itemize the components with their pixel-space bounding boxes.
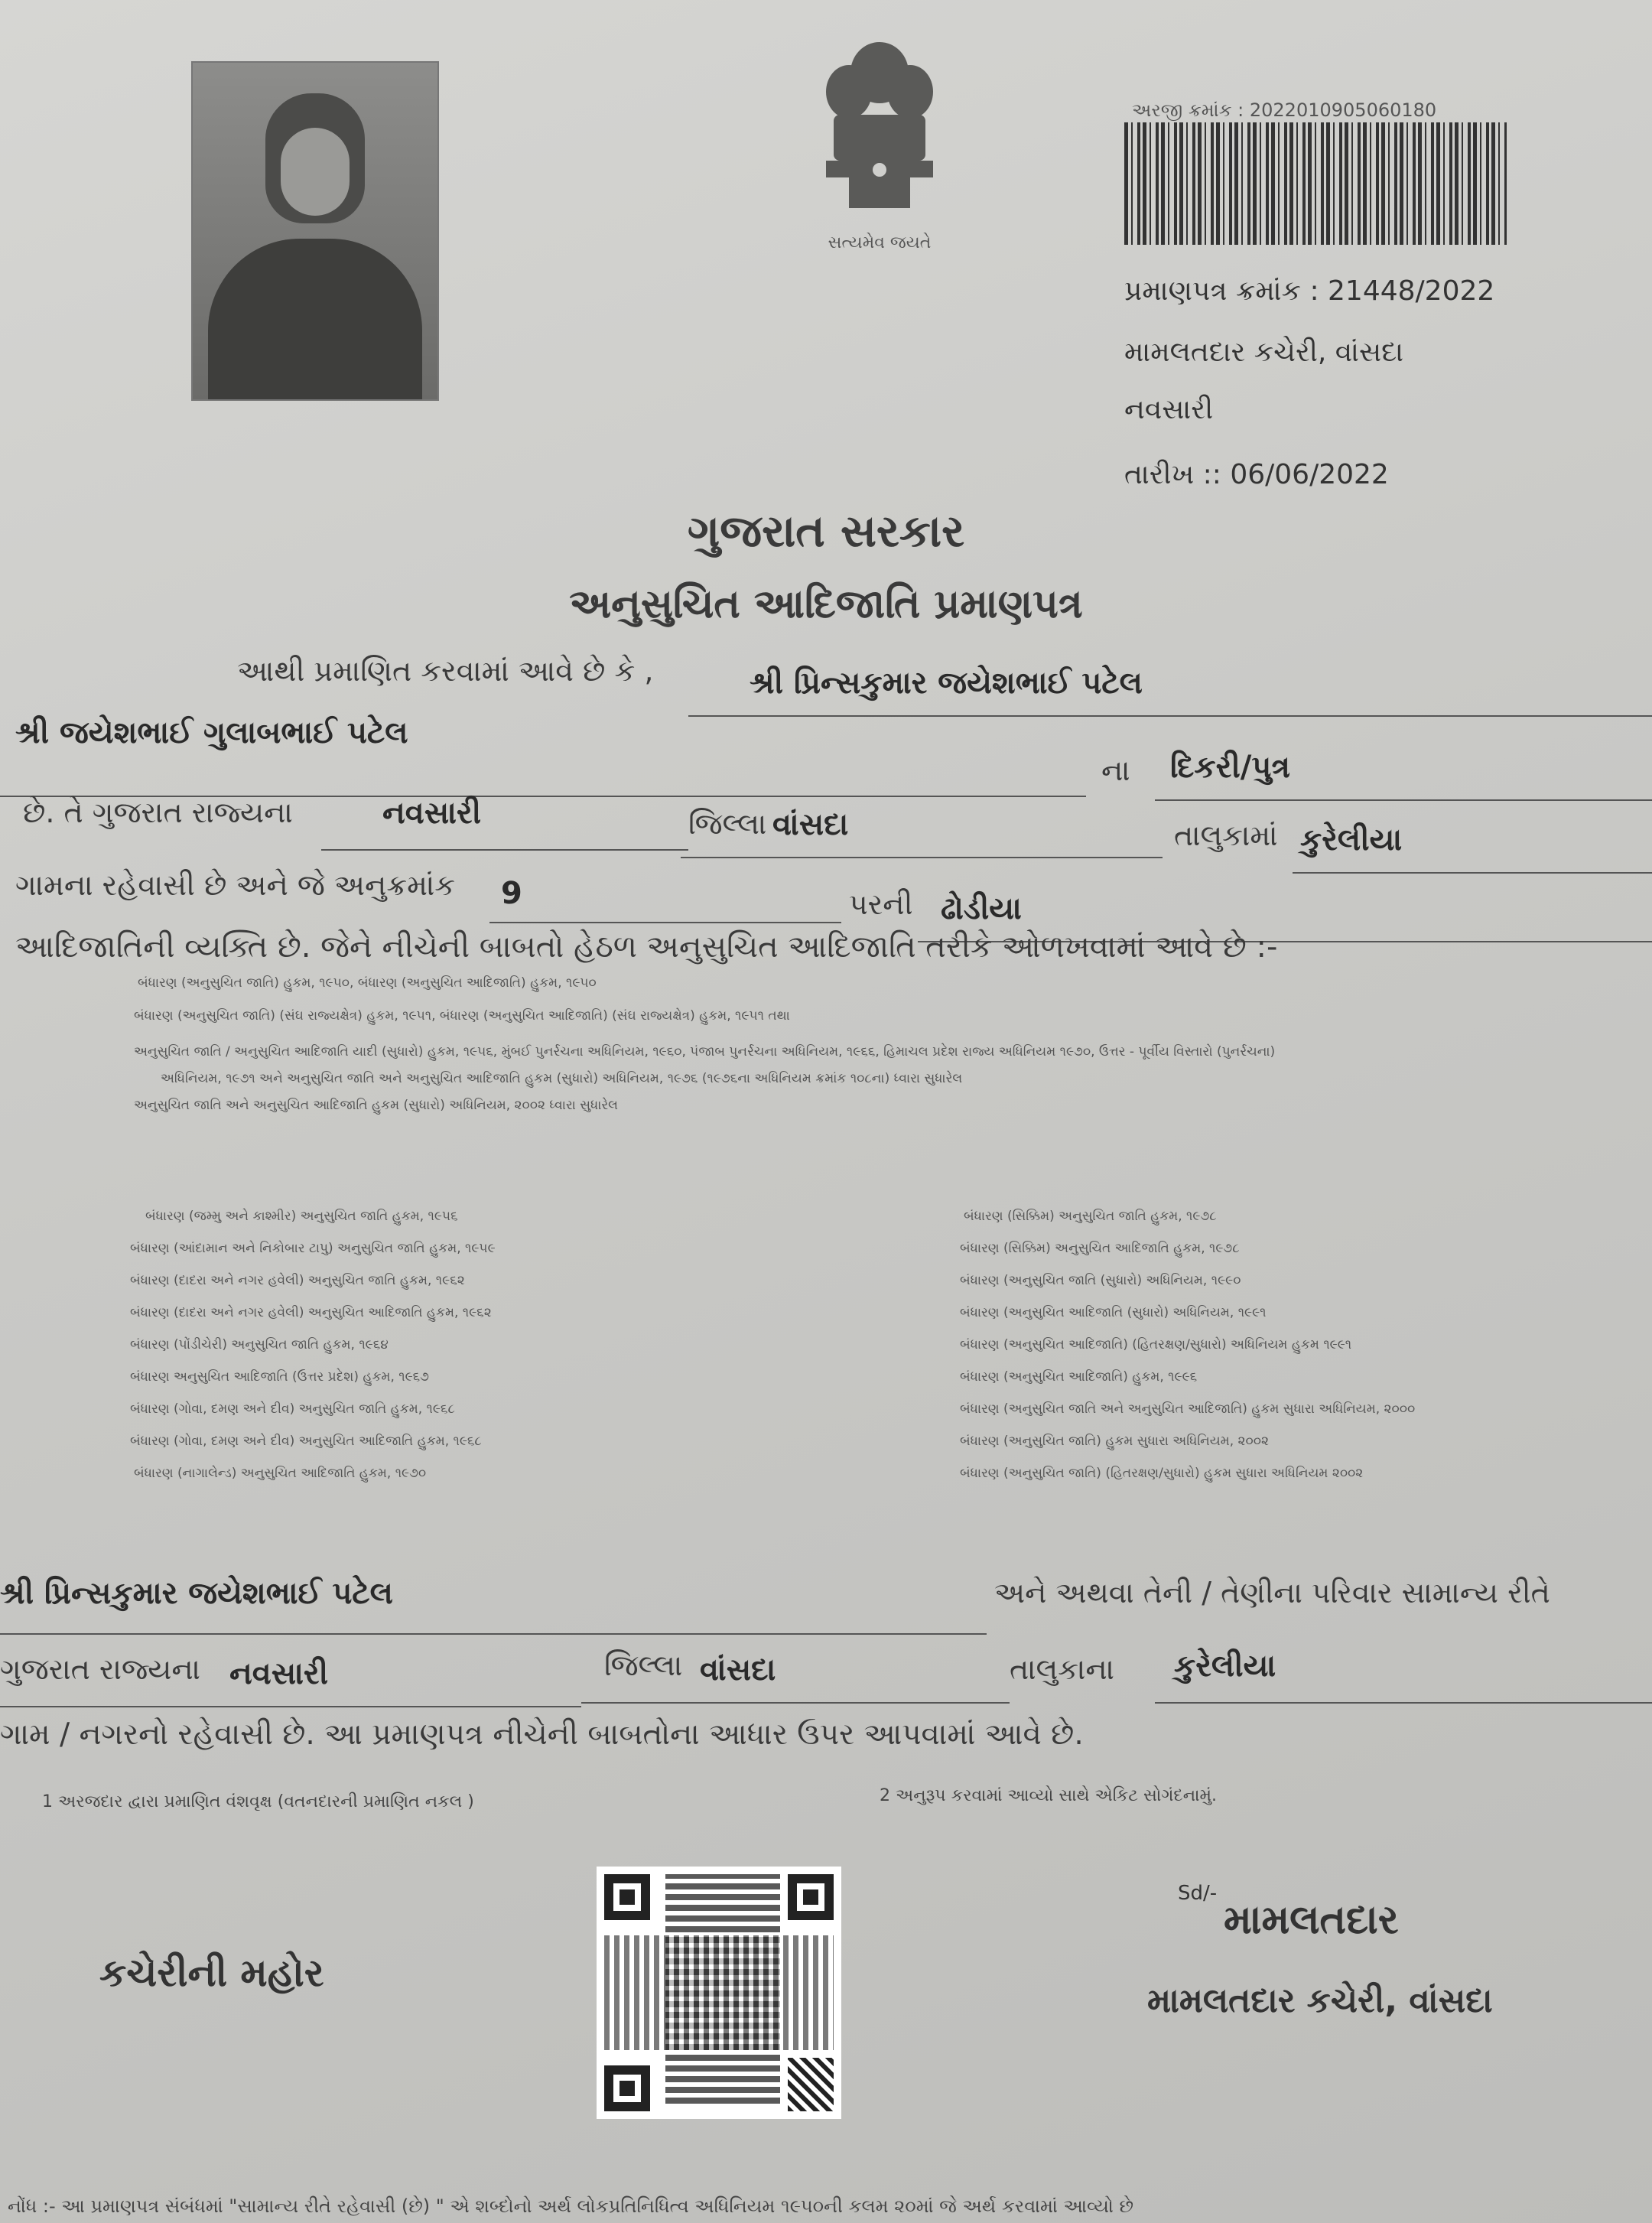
order-line: બંધારણ (અનુસુચિત જાતિ) હુકમ, ૧૯૫૦, બંધારણ (અનુસુચિત આદિજાતિ) હુકમ, ૧૯૫૦ [138,975,597,991]
village-2: કુરેલીયા [1174,1649,1276,1684]
jilla-label-2: જિલ્લા [604,1649,683,1682]
state-prefix: છે. તે ગુજરાત રાજ્યના [23,796,293,829]
father-name: શ્રી જયેશભાઈ ગુલાબભાઈ પટેલ [15,715,408,750]
na-label: ના [1101,753,1130,787]
talukana-label-2: તાલુકાના [1010,1652,1114,1686]
left-list-item: બંધારણ અનુસુચિત આદિજાતિ (ઉત્તર પ્રદેશ) હુકમ, ૧૯૬૭ [130,1369,429,1385]
barcode [1124,122,1507,245]
applicant-name-2: શ્રી પ્રિન્સકુમાર જયેશભાઈ પટેલ [0,1576,393,1611]
mamlatdar-office: મામલતદાર કચેરી, વાંસદા [1147,1981,1493,2020]
applicant-photo [191,61,439,401]
state-label-2: ગુજરાત રાજ્યના [0,1652,200,1686]
village-text: ગામના રહેવાસી છે અને જે અનુક્રમાંક [15,868,456,902]
talukama-label: તાલુકામાં [1174,819,1278,852]
office-seal-label: કચેરીની મહોર [99,1951,324,1995]
left-list-item: બંધારણ (જમ્મુ અને કાશ્મીર) અનુસુચિત જાતિ હુકમ, ૧૯૫૬ [145,1209,458,1224]
residence-text: ગામ / નગરનો રહેવાસી છે. આ પ્રમાણપત્ર નીચેની બાબતોના આધાર ઉપર આપવામાં આવે છે. [0,1717,1084,1752]
basis-1: 1 અરજદાર દ્વારા પ્રમાણિત વંશવૃક્ષ (વતનદારની પ્રમાણિત નકલ ) [42,1792,474,1811]
right-list-item: બંધારણ (સિક્કિમ) અનુસુચિત આદિજાતિ હુકમ, ૧૯૭૮ [960,1241,1240,1256]
emblem-caption: સત્યમેવ જયતે [828,233,932,252]
family-text: અને અથવા તેની / તેણીના પરિવાર સામાન્ય રીતે [994,1576,1550,1609]
signature: Sd/- [1178,1882,1218,1905]
certificate-title: અનુસુચિત આદિજાતિ પ્રમાણપત્ર [569,581,1083,627]
right-list-item: બંધારણ (અનુસુચિત આદિજાતિ (સુધારો) અધિનિયમ, ૧૯૯૧ [960,1305,1267,1320]
mamlatdar-title: મામલતદાર [1224,1897,1399,1943]
tribe-statement: આદિજાતિની વ્યક્તિ છે. જેને નીચેની બાબતો હેઠળ અનુસુચિત આદિજાતિ તરીકે ઓળખવામાં આવે છે :- [15,929,1278,965]
government-title: ગુજરાત સરકાર [687,505,965,557]
serial-number: 9 [501,876,522,911]
taluka-2: વાંસદા [700,1652,776,1688]
right-list-item: બંધારણ (અનુસુચિત આદિજાતિ) હુકમ, ૧૯૯૬ [960,1369,1198,1385]
relation: દિકરી/પુત્ર [1170,750,1290,785]
order-line: અનુસુચિત જાતિ અને અનુસુચિત આદિજાતિ હુકમ (સુધારો) અધિનિયમ, ૨૦૦૨ ધ્વારા સુધારેલ [134,1098,619,1113]
basis-2: 2 અનુરૂપ કરવામાં આવ્યો સાથે એકિટ સોગંદનામું. [880,1786,1217,1805]
taluka: વાંસદા [772,807,849,842]
order-line: બંધારણ (અનુસુચિત જાતિ) (સંઘ રાજ્યક્ષેત્ર) હુકમ, ૧૯૫૧, બંધારણ (અનુસુચિત આદિજાતિ) (સંઘ રાજ્યક્ષેત્ર) હુકમ, ૧૯૫૧ તથા [134,1008,790,1024]
district: નવસારી [382,796,482,831]
order-line: અનુસુચિત જાતિ / અનુસુચિત આદિજાતિ યાદી (સુધારો) હુકમ, ૧૯૫૬, મુંબઈ પુનર્રચના અધિનિયમ, ૧૯૬૦, પંજાબ પુનર્રચના અધિનિયમ, ૧૯૬૬, હિમાચલ પ્રદેશ રાજ્ય અધિનિયમ ૧૯૭૦, ઉત્તર - પૂર્વીય વિસ્તારો (પુનર્રચના) [134,1044,1276,1059]
order-line: અધિનિયમ, ૧૯૭૧ અને અનુસુચિત જાતિ અને અનુસુચિત આદિજાતિ હુકમ (સુધારો) અધિનિયમ, ૧૯૭૬ (૧૯૭૬ના અધિનિયમ ક્રમાંક ૧૦૮ના) ધ્વારા સુધારેલ [161,1071,963,1086]
national-emblem-icon [803,38,956,229]
left-list-item: બંધારણ (ગોવા, દમણ અને દીવ) અનુસુચિત આદિજાતિ હુકમ, ૧૯૬૮ [130,1434,482,1449]
application-number: અરજી ક્રમાંક : 2022010905060180 [1132,99,1437,121]
right-list-item: બંધારણ (અનુસુચિત જાતિ) હુકમ સુધારા અધિનિયમ, ૨૦૦૨ [960,1434,1269,1449]
intro-text: આથી પ્રમાણિત કરવામાં આવે છે કે , [237,654,654,688]
applicant-name: શ્રી પ્રિન્સકુમાર જયેશભાઈ પટેલ [750,666,1143,701]
parni-label: પરની [849,887,913,921]
left-list-item: બંધારણ (નાગાલેન્ડ) અનુસુચિત આદિજાતિ હુકમ, ૧૯૭૦ [134,1466,427,1481]
issuing-office: મામલતદાર કચેરી, વાંસદા [1124,337,1404,368]
right-list-item: બંધારણ (અનુસુચિત જાતિ અને અનુસુચિત આદિજાતિ) હુકમ સુધારા અધિનિયમ, ૨૦૦૦ [960,1401,1416,1417]
tribe-name: ઢોડીયા [941,891,1022,926]
jilla-label: જિલ્લા [688,807,767,841]
district-2: નવસારી [229,1656,329,1691]
left-list-item: બંધારણ (આંદામાન અને નિકોબાર ટાપુ) અનુસુચિત જાતિ હુકમ, ૧૯૫૯ [130,1241,496,1256]
footer-note: નોંધ :- આ પ્રમાણપત્ર સંબંધમાં "સામાન્ય રીતે રહેવાસી (છે) " એ શબ્દોનો અર્થ લોકપ્રતિનિધિત્વ અધિનિયમ ૧૯૫૦ની કલમ ૨૦માં જે અર્થ કરવામાં આવ્યો છે [8,2195,1134,2217]
left-list-item: બંધારણ (દાદરા અને નગર હવેલી) અનુસુચિત જાતિ હુકમ, ૧૯૬૨ [130,1273,465,1288]
right-list-item: બંધારણ (સિક્કિમ) અનુસુચિત જાતિ હુકમ, ૧૯૭૮ [964,1209,1217,1224]
right-list-item: બંધારણ (અનુસુચિત જાતિ (સુધારો) અધિનિયમ, ૧૯૯૦ [960,1273,1241,1288]
certificate-number: પ્રમાણપત્ર ક્રમાંક : 21448/2022 [1124,275,1495,307]
left-list-item: બંધારણ (દાદરા અને નગર હવેલી) અનુસુચિત આદિજાતિ હુકમ, ૧૯૬૨ [130,1305,492,1320]
right-list-item: બંધારણ (અનુસુચિત આદિજાતિ) (હિતરક્ષણ/સુધારો) અધિનિયમ હુકમ ૧૯૯૧ [960,1337,1352,1352]
issuing-district: નવસારી [1124,394,1214,425]
left-list-item: બંધારણ (પોંડીચેરી) અનુસુચિત જાતિ હુકમ, ૧૯૬૪ [130,1337,389,1352]
issue-date: તારીખ :: 06/06/2022 [1124,459,1389,490]
left-list-item: બંધારણ (ગોવા, દમણ અને દીવ) અનુસુચિત જાતિ હુકમ, ૧૯૬૮ [130,1401,455,1417]
qr-code [597,1867,841,2119]
right-list-item: બંધારણ (અનુસુચિત જાતિ) (હિતરક્ષણ/સુધારો) હુકમ સુધારા અધિનિયમ ૨૦૦૨ [960,1466,1364,1481]
village: કુરેલીયા [1300,822,1403,858]
